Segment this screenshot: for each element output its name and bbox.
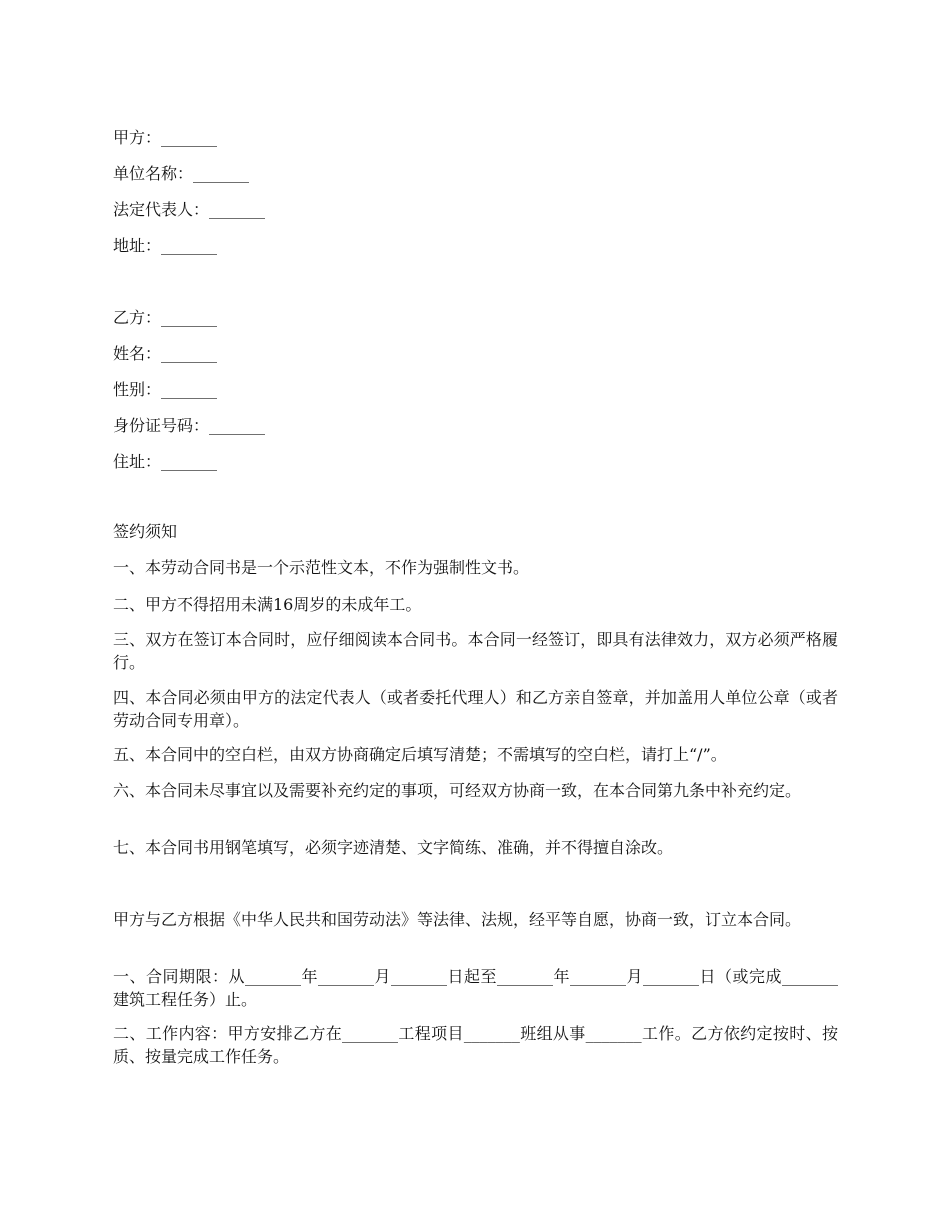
id-number-field: 身份证号码：_______: [113, 416, 266, 435]
notice-item-4: 四、本合同必须由甲方的法定代表人（或者委托代理人）和乙方亲自签章，并加盖用人单位公章（或者劳动合同专用章）。: [113, 688, 838, 730]
gender-field: 性别：_______: [113, 380, 218, 399]
name-field: 姓名：_______: [113, 344, 218, 363]
notice-item-1: 一、本劳动合同书是一个示范性文本，不作为强制性文书。: [113, 558, 530, 577]
party-a-address-field: 地址：_______: [113, 236, 218, 255]
clause-term: 一、合同期限：从_______年_______月_______日起至_______年_______月_______日（或完成_______建筑工程任务）止。: [113, 967, 838, 1009]
party-b-field: 乙方：_______: [113, 308, 218, 327]
notice-item-3: 三、双方在签订本合同时，应仔细阅读本合同书。本合同一经签订，即具有法律效力，双方必须严格履行。: [113, 630, 838, 672]
notice-item-7: 七、本合同书用钢笔填写，必须字迹清楚、文字简练、准确，并不得擅自涂改。: [113, 838, 674, 857]
clause-work-content: 二、工作内容：甲方安排乙方在_______工程项目_______班组从事_______工作。乙方依约定按时、按质、按量完成工作任务。: [113, 1024, 838, 1066]
notice-item-6: 六、本合同未尽事宜以及需要补充约定的事项，可经双方协商一致，在本合同第九条中补充约定。: [113, 781, 802, 800]
notice-title: 签约须知: [113, 522, 178, 541]
party-a-field: 甲方：_______: [113, 128, 218, 147]
notice-item-5: 五、本合同中的空白栏，由双方协商确定后填写清楚；不需填写的空白栏，请打上“/”。: [113, 745, 727, 764]
contract-preamble: 甲方与乙方根据《中华人民共和国劳动法》等法律、法规，经平等自愿，协商一致，订立本合同。: [113, 910, 802, 929]
legal-representative-field: 法定代表人：_______: [113, 200, 266, 219]
residence-field: 住址：_______: [113, 452, 218, 471]
unit-name-field: 单位名称：_______: [113, 164, 250, 183]
notice-item-2: 二、甲方不得招用未满16周岁的未成年工。: [113, 595, 422, 614]
